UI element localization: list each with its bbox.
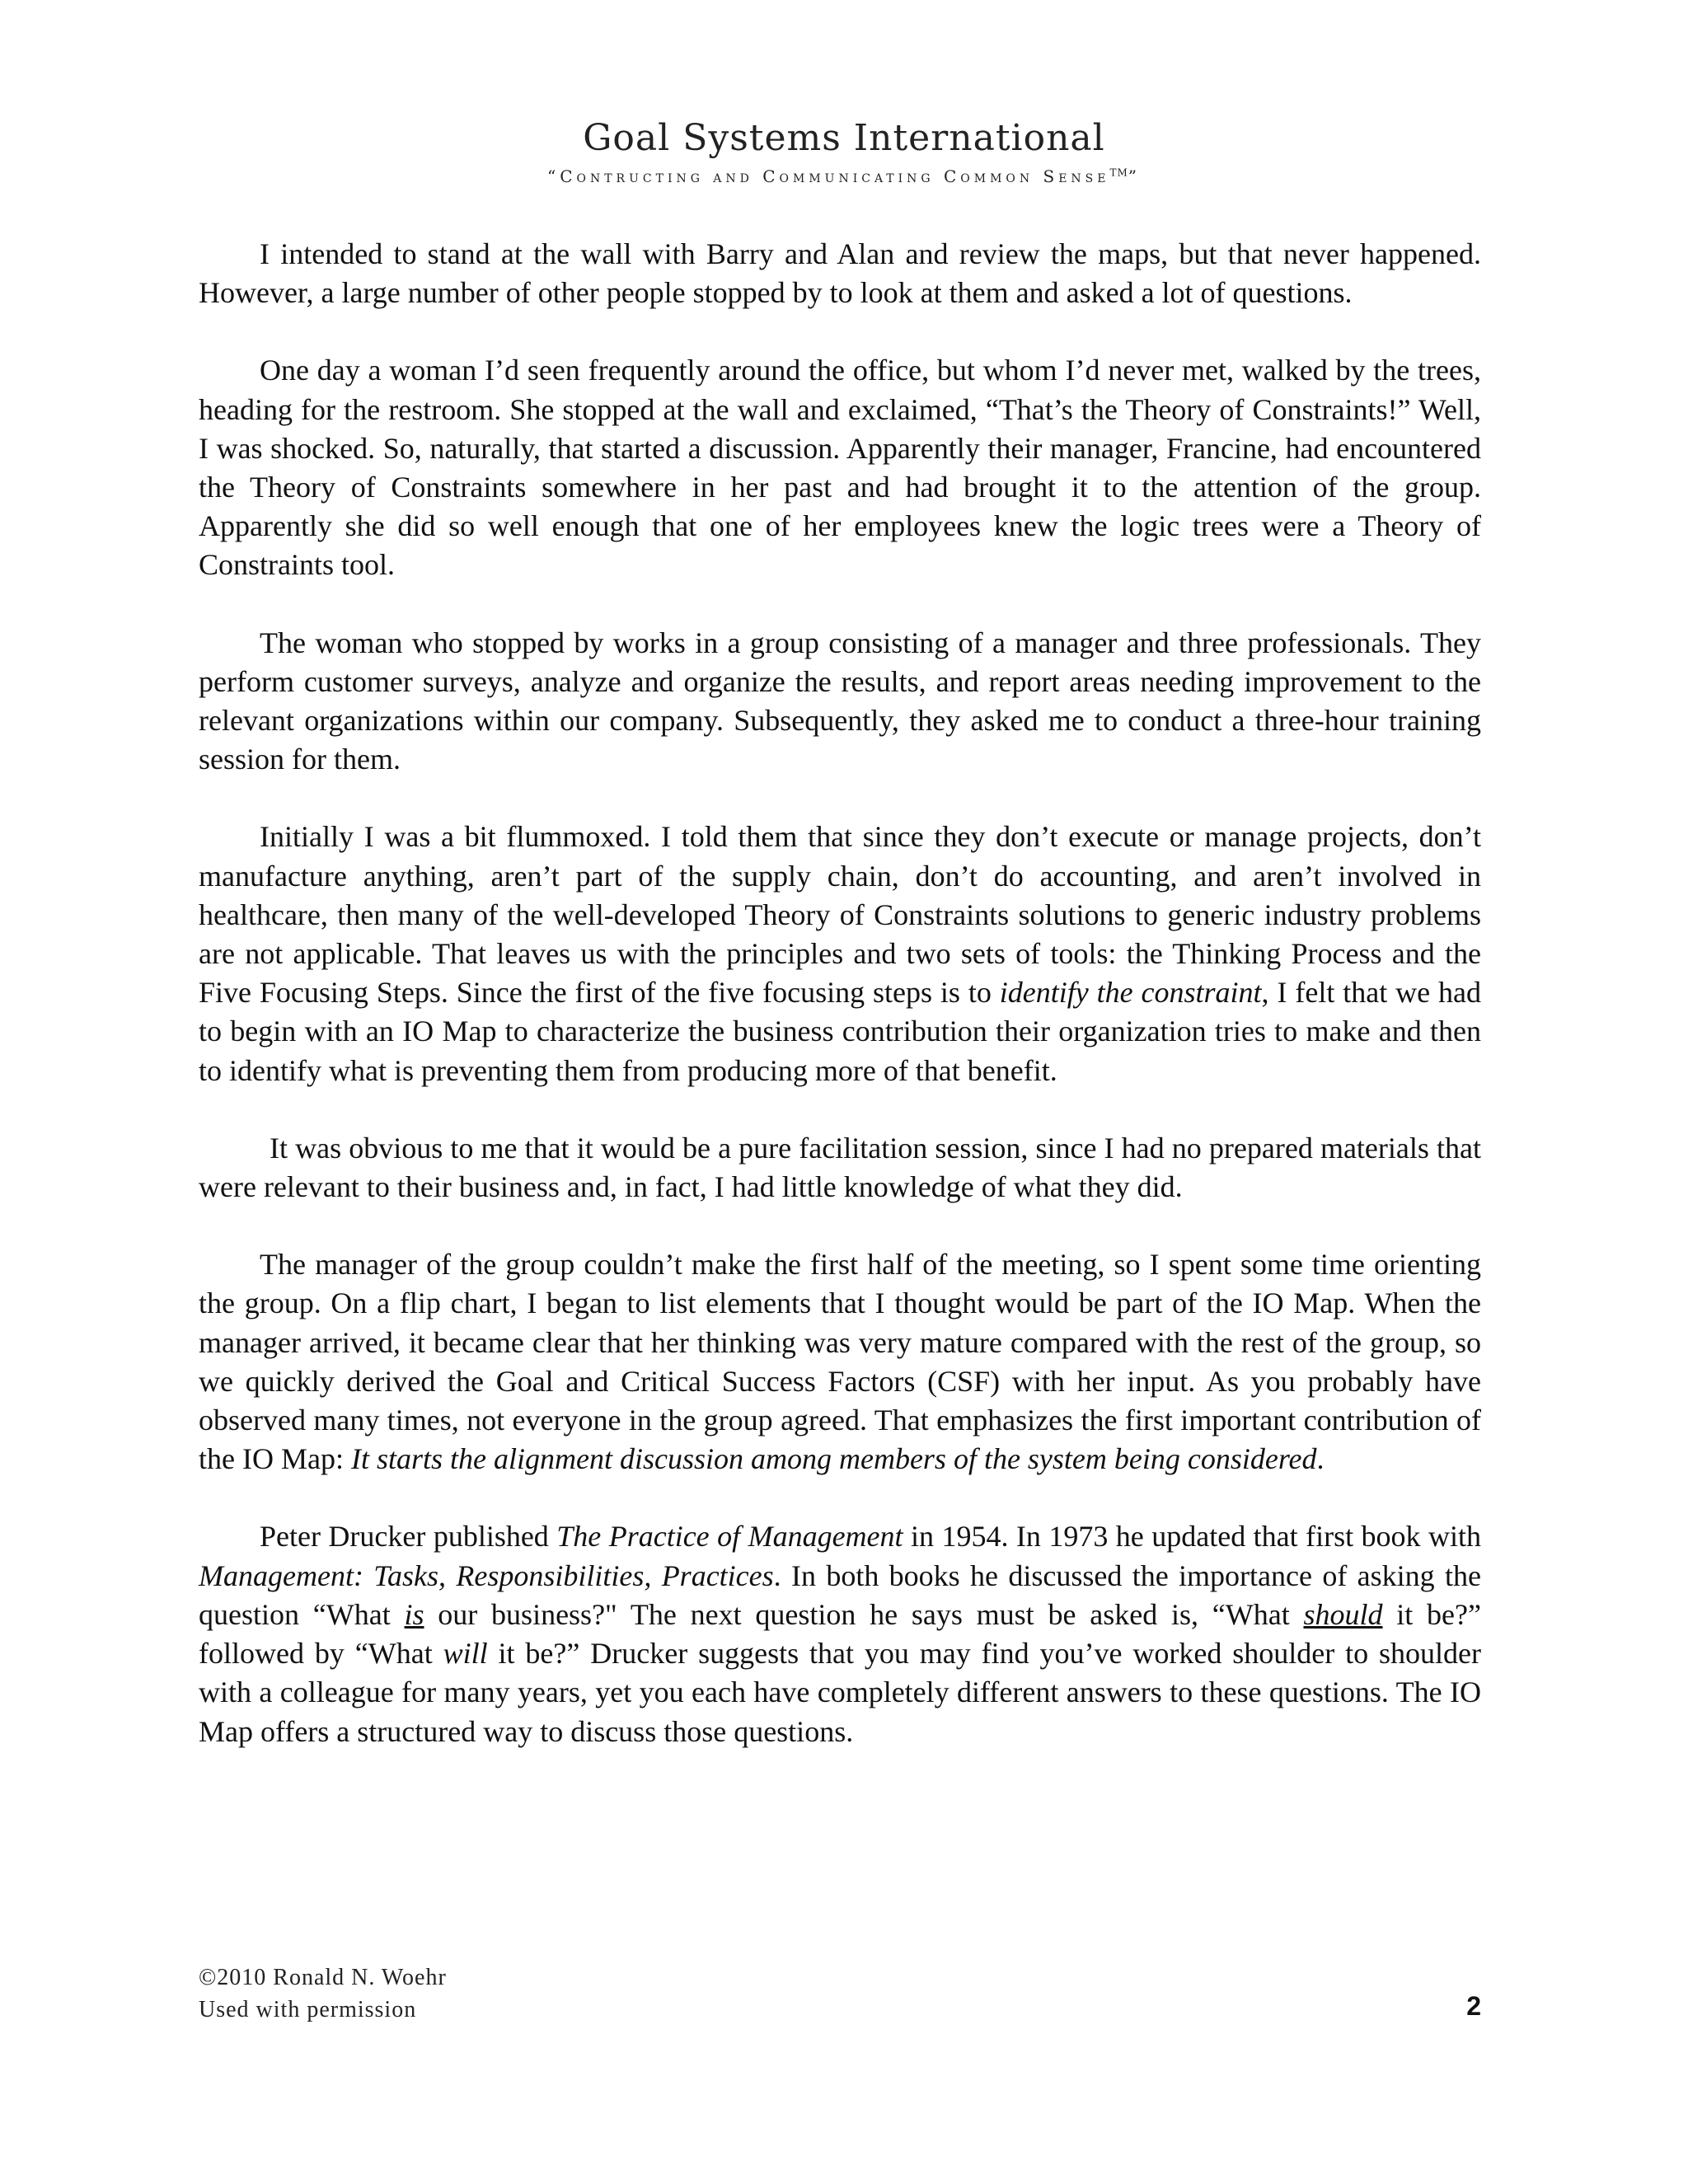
paragraph-5: It was obvious to me that it would be a pure facilitation session, since I had no prepared materials that were relevant to their business and, in fact, I had little knowledge of what they did. — [199, 1131, 1481, 1204]
paragraph-3: The woman who stopped by works in a group consisting of a manager and three professionals. They perform customer surveys, analyze and organize the results, and report areas needing improvement to the relevant organizations within our company. Subsequently, they asked me to conduct a three-hour training session for them. — [199, 626, 1481, 776]
paragraph-6-text-a: The manager of the group couldn’t make the first half of the meeting, so I spent some time orienting the group. On a flip chart, I began to list elements that I thought would be part of the IO Map. When the manager arrived, it became clear that her thinking was very mature compared with the rest of the group, so we quickly derived the Goal and Critical Success Factors (CSF) with her input. As you probably have observed many times, not everyone in the group agreed. That emphasizes the first important contribution of the IO Map: — [199, 1248, 1481, 1476]
paragraph-7-text-e: it be?” followed by “What — [199, 1597, 1481, 1671]
paragraph-7-text-c: . In both books he discussed the importance of asking the question “What — [199, 1558, 1481, 1631]
copyright-notice: ©2010 Ronald N. Woehr — [199, 1965, 447, 1990]
paragraph-4 — [199, 818, 1481, 1090]
company-tagline — [0, 166, 1688, 186]
company-name: Goal Systems International — [583, 117, 1105, 159]
emphasis-will: will — [443, 1637, 488, 1671]
trademark-mark: TM — [1109, 166, 1128, 179]
emphasis-should: should — [1303, 1597, 1383, 1631]
page-header — [0, 115, 1688, 186]
page-footer — [199, 1961, 1481, 2026]
paragraph-7-text-b: in 1954. In 1973 he updated that first book with — [903, 1520, 1481, 1554]
paragraph-6-text-b: . — [1316, 1442, 1325, 1476]
page-number: 2 — [1466, 1991, 1481, 2021]
paragraph-7-text-a: Peter Drucker published — [260, 1520, 557, 1554]
paragraph-4-text-b: , I felt that we had to begin with an IO Map to characterize the business contribution their organization tries to make and then to identify what is preventing them from producing more of that benefit. — [199, 976, 1482, 1087]
body-text — [199, 235, 1481, 1751]
emphasis-is: is — [404, 1597, 424, 1631]
paragraph-7-text-f: it be?” Drucker suggests that you may find you’ve worked shoulder to shoulder with a colleague for many years, yet you each have completely different answers to these questions. The IO Map offers a structured way to discuss those questions. — [199, 1637, 1481, 1748]
paragraph-4-emphasis: identify the constraint — [999, 976, 1262, 1010]
book-title-management-tasks: Management: Tasks, Responsibilities, Practices — [199, 1558, 774, 1592]
paragraph-6 — [199, 1245, 1481, 1479]
book-title-practice-of-management: The Practice of Management — [556, 1520, 903, 1554]
paragraph-2: One day a woman I’d seen frequently around the office, but whom I’d never met, walked by the trees, heading for the restroom. She stopped at the wall and exclaimed, “That’s the Theory of Constraints!” Well, I was shocked. So, naturally, that started a discussion. Apparently their manager, Francine, had encountered the Theory of Constraints somewhere in her past and had brought it to the attention of the group. Apparently she did so well enough that one of her employees knew the logic trees were a Theory of Constraints tool. — [199, 354, 1481, 582]
tagline-close-quote: ” — [1128, 166, 1142, 186]
tagline-text: “Contructing and Communicating Common Sense — [546, 166, 1110, 186]
paragraph-7-text-d: our business?" The next question he says must be asked is, “What — [424, 1597, 1304, 1631]
permission-notice: Used with permission — [199, 1997, 417, 2022]
paragraph-4-text-a: Initially I was a bit flummoxed. I told them that since they don’t execute or manage projects, don’t manufacture anything, aren’t part of the supply chain, don’t do accounting, and aren’t involved in healthcare, then many of the well-developed Theory of Constraints solutions to generic industry problems are not applicable. That leaves us with the principles and two sets of tools: the Thinking Process and the Five Focusing Steps. Since the first of the five focusing steps is to — [199, 820, 1481, 1010]
paragraph-7 — [199, 1517, 1481, 1750]
paragraph-6-emphasis: It starts the alignment discussion among members of the system being considered — [350, 1442, 1317, 1476]
paragraph-1: I intended to stand at the wall with Barry and Alan and review the maps, but that never happened. However, a large number of other people stopped by to look at them and asked a lot of questions. — [199, 237, 1481, 310]
